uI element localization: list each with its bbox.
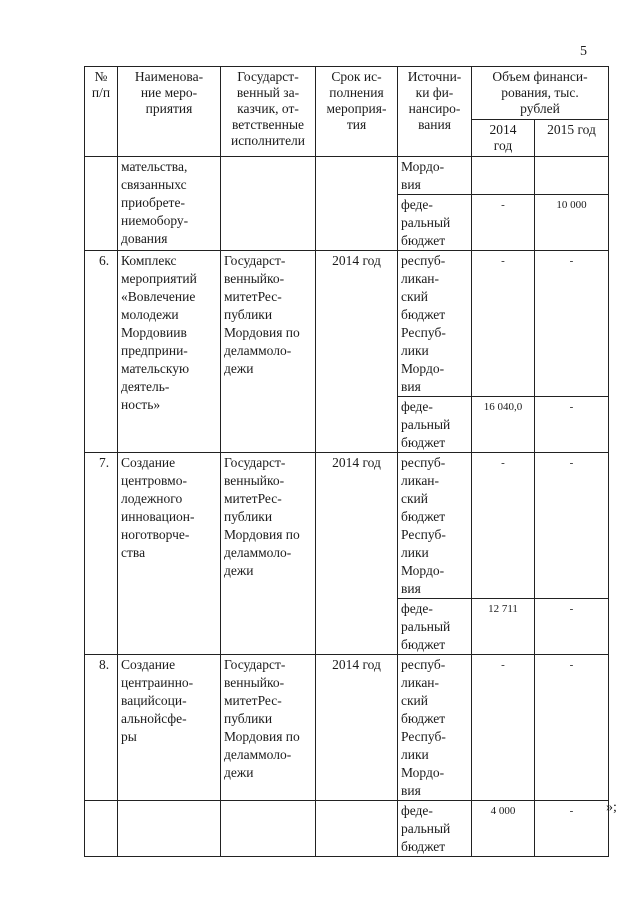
cell-customer: Государст- венныйко- митетРес- публики Мордовия по деламмоло- дежи bbox=[221, 251, 316, 453]
table-row-federal bbox=[85, 801, 609, 857]
cell-value-2015: - bbox=[535, 251, 609, 397]
cell-term bbox=[316, 801, 398, 857]
cell-number: 7. bbox=[85, 453, 118, 655]
cell-number bbox=[85, 801, 118, 857]
cell-value-2015 bbox=[535, 157, 609, 195]
cell-value-2015: - bbox=[535, 599, 609, 655]
cell-value-2015: - bbox=[535, 801, 609, 857]
cell-source-federal: феде- ральный бюджет bbox=[398, 195, 472, 251]
cell-term bbox=[316, 157, 398, 251]
cell-source-federal: феде- ральный бюджет bbox=[398, 599, 472, 655]
cell-value-2014: 4 000 bbox=[472, 801, 535, 857]
cell-number: 6. bbox=[85, 251, 118, 453]
header-number: № п/п bbox=[85, 67, 118, 157]
table-row bbox=[85, 453, 609, 599]
cell-customer: Государст- венныйко- митетРес- публики Мордовия по деламмоло- дежи bbox=[221, 655, 316, 801]
cell-customer: Государст- венныйко- митетРес- публики Мордовия по деламмоло- дежи bbox=[221, 453, 316, 655]
cell-value-2014: - bbox=[472, 195, 535, 251]
header-year-2014: 2014 год bbox=[472, 120, 535, 157]
table-row bbox=[85, 251, 609, 397]
header-term: Срок ис- полнения мероприя- тия bbox=[316, 67, 398, 157]
cell-value-2014: - bbox=[472, 251, 535, 397]
table-row bbox=[85, 655, 609, 801]
financing-table bbox=[84, 66, 609, 857]
cell-number: 8. bbox=[85, 655, 118, 801]
table-row-continued bbox=[85, 157, 609, 195]
cell-name: Создание центровмо- лодежного инновацион- ноготворче- ства bbox=[118, 453, 221, 655]
cell-source-regional: Мордо- вия bbox=[398, 157, 472, 195]
cell-name: Создание центраинно- вацийсоци- альнойсфе- ры bbox=[118, 655, 221, 801]
header-customer: Государст- венный за- казчик, от- ветственные исполнители bbox=[221, 67, 316, 157]
cell-source-regional: респуб- ликан- ский бюджет Респуб- лики Мордо- вия bbox=[398, 655, 472, 801]
cell-value-2014: - bbox=[472, 655, 535, 801]
cell-value-2014: - bbox=[472, 453, 535, 599]
table-header-row bbox=[85, 67, 609, 120]
cell-value-2015: - bbox=[535, 397, 609, 453]
cell-name: Комплекс мероприятий «Вовлечение молодежи Мордовиив предприни- мательскую деятель- ность» bbox=[118, 251, 221, 453]
cell-source-regional: респуб- ликан- ский бюджет Респуб- лики Мордо- вия bbox=[398, 453, 472, 599]
cell-customer bbox=[221, 157, 316, 251]
closing-quote-mark: »; bbox=[606, 800, 617, 815]
page-number: 5 bbox=[580, 44, 587, 59]
header-volume: Объем финанси- рования, тыс. рублей bbox=[472, 67, 609, 120]
cell-term: 2014 год bbox=[316, 655, 398, 801]
cell-value-2014: 16 040,0 bbox=[472, 397, 535, 453]
cell-term: 2014 год bbox=[316, 453, 398, 655]
cell-term: 2014 год bbox=[316, 251, 398, 453]
cell-value-2014 bbox=[472, 157, 535, 195]
header-year-2015: 2015 год bbox=[535, 120, 609, 157]
cell-value-2015: - bbox=[535, 453, 609, 599]
header-sources: Источни- ки фи- нансиро- вания bbox=[398, 67, 472, 157]
cell-customer bbox=[221, 801, 316, 857]
cell-source-regional: респуб- ликан- ский бюджет Респуб- лики Мордо- вия bbox=[398, 251, 472, 397]
cell-value-2015: 10 000 bbox=[535, 195, 609, 251]
cell-name: мательства, связанныхс приобрете- ниемобору- дования bbox=[118, 157, 221, 251]
cell-value-2014: 12 711 bbox=[472, 599, 535, 655]
header-name: Наименова- ние меро- приятия bbox=[118, 67, 221, 157]
cell-value-2015: - bbox=[535, 655, 609, 801]
cell-number bbox=[85, 157, 118, 251]
cell-source-federal: феде- ральный бюджет bbox=[398, 801, 472, 857]
cell-name bbox=[118, 801, 221, 857]
cell-source-federal: феде- ральный бюджет bbox=[398, 397, 472, 453]
